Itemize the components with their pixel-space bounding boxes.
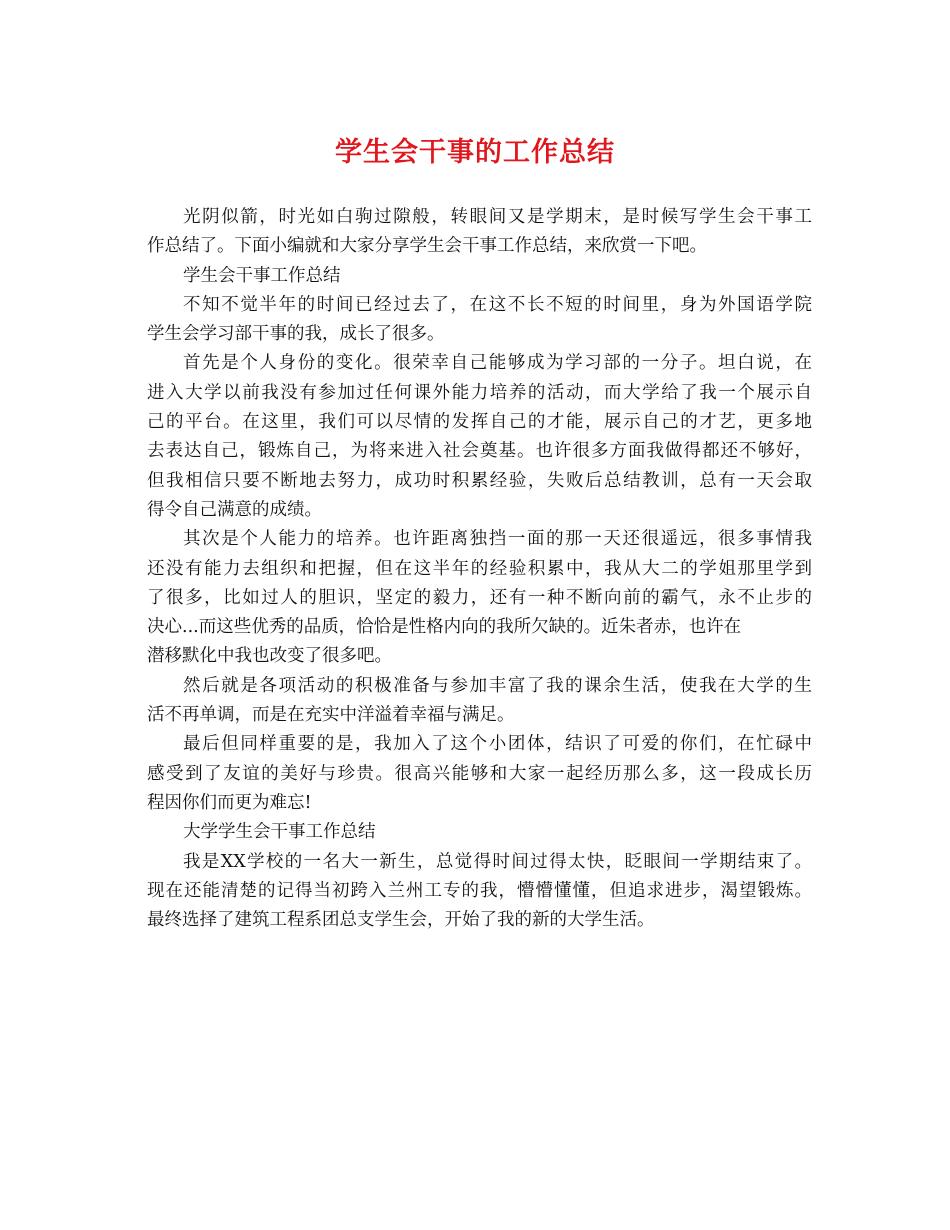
text-line: 首先是个人身份的变化。很荣幸自己能够成为学习部的一分子。坦白说，在 bbox=[183, 353, 812, 374]
text-line: 潜移默化中我也改变了很多吧。 bbox=[147, 646, 392, 667]
text-line: 现在还能清楚的记得当初跨入兰州工专的我，懵懵懂懂，但追求进步，渴望锻炼。 bbox=[147, 880, 812, 901]
text-line: 大学学生会干事工作总结 bbox=[183, 822, 376, 843]
text-line: 还没有能力去组织和把握，但在这半年的经验积累中，我从大二的学姐那里学到 bbox=[147, 558, 812, 579]
text-line: 最后但同样重要的是，我加入了这个小团体，结识了可爱的你们，在忙碌中 bbox=[183, 734, 812, 755]
text-line: 我是XX学校的一名大一新生，总觉得时间过得太快，眨眼间一学期结束了。 bbox=[183, 851, 812, 872]
text-line: 不知不觉半年的时间已经过去了，在这不长不短的时间里，身为外国语学院 bbox=[183, 294, 812, 315]
text-line: 光阴似箭，时光如白驹过隙般，转眼间又是学期末，是时候写学生会干事工 bbox=[183, 207, 812, 227]
text-line: 最终选择了建筑工程系团总支学生会，开始了我的新的大学生活。 bbox=[147, 910, 655, 931]
text-line: 学生会干事工作总结 bbox=[183, 265, 341, 286]
text-line: 己的平台。在这里，我们可以尽情的发挥自己的才能，展示自己的才艺，更多地 bbox=[147, 412, 812, 433]
text-line: 了很多，比如过人的胆识，坚定的毅力，还有一种不断向前的霸气，永不止步的 bbox=[147, 587, 812, 608]
text-line: 进入大学以前我没有参加过任何课外能力培养的活动，而大学给了我一个展示自 bbox=[147, 382, 812, 403]
text-line: 感受到了友谊的美好与珍贵。很高兴能够和大家一起经历那么多，这一段成长历 bbox=[147, 763, 812, 784]
text-line: 得令自己满意的成绩。 bbox=[147, 499, 322, 520]
text-line: 作总结了。下面小编就和大家分享学生会干事工作总结，来欣赏一下吧。 bbox=[147, 236, 707, 257]
text-line: 决心...而这些优秀的品质，恰恰是性格内向的我所欠缺的。近朱者赤，也许在 bbox=[147, 617, 742, 638]
text-line: 学生会学习部干事的我，成长了很多。 bbox=[147, 324, 445, 345]
document-title: 学生会干事的工作总结 bbox=[335, 137, 615, 168]
text-line: 其次是个人能力的培养。也许距离独挡一面的那一天还很遥远，很多事情我 bbox=[183, 529, 812, 550]
document-body bbox=[147, 203, 812, 935]
text-line: 去表达自己，锻炼自己，为将来进入社会奠基。也许很多方面我做得都还不够好， bbox=[147, 441, 812, 462]
text-line: 然后就是各项活动的积极准备与参加丰富了我的课余生活，使我在大学的生 bbox=[183, 675, 812, 696]
text-line: 但我相信只要不断地去努力，成功时积累经验，失败后总结教训，总有一天会取 bbox=[147, 470, 812, 491]
text-line: 程因你们而更为难忘! bbox=[147, 792, 312, 813]
text-line: 活不再单调，而是在充实中洋溢着幸福与满足。 bbox=[147, 705, 515, 726]
